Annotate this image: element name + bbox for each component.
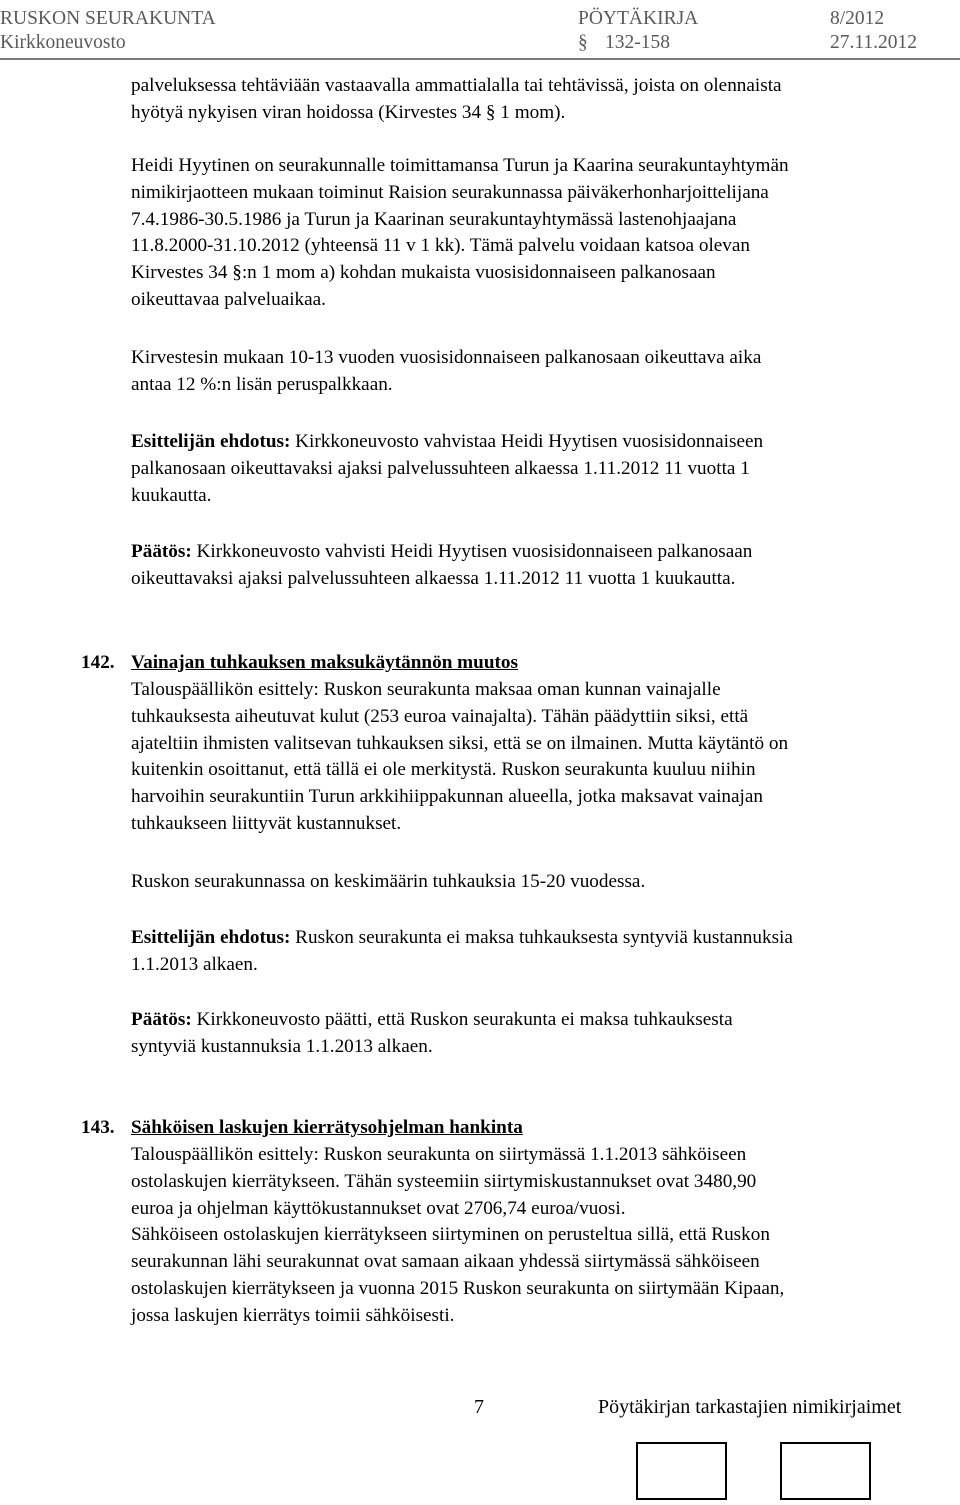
paragraph-continuation: palveluksessa tehtäviään vastaavalla ammattialalla tai tehtävissä, joista on olennaista hyötyä nykyisen viran hoidossa (Kirvestes 34 § 1 mom). xyxy=(131,75,782,123)
header-section-range: 132-158 xyxy=(605,32,670,53)
section-142-proposal-text: Ruskon seurakunta ei maksa tuhkauksesta syntyviä kustannuksia 1.1.2013 alkaen. xyxy=(131,927,793,975)
section-142-stat: Ruskon seurakunnassa on keskimäärin tuhkauksia 15-20 vuodessa. xyxy=(131,871,646,892)
section-142-title: Vainajan tuhkauksen maksukäytännön muutos xyxy=(131,652,518,673)
section-142-intro: Talouspäällikön esittely: Ruskon seurakunta maksaa oman kunnan vainajalle tuhkauksesta aiheutuvat kulut (253 euroa vainajalta). Tähän päädyttiin siksi, että ajateltiin ihmisten valitsevan tuhkauksen siksi, että se on ilmainen. Mutta käytäntö on kuitenkin osoittanut, että tällä ei ole merkitystä. Ruskon seurakunta kuuluu niihin harvoihin seurakuntiin Turun arkkihiippakunnan alueella, jotka maksavat vainajan tuhkaukseen liittyvät kustannukset. xyxy=(131,679,789,834)
section-143-title: Sähköisen laskujen kierrätysohjelman hankinta xyxy=(131,1117,523,1138)
section-143-intro: Talouspäällikön esittely: Ruskon seurakunta on siirtymässä 1.1.2013 sähköiseen ostolaskujen kierrätykseen. Tähän systeemiin siirtymiskustannukset ovat 3480,90 euroa ja ohjelman käyttökustannukset ovat 2706,74 euroa/vuosi. Sähköiseen ostolaskujen kierrätykseen siirtyminen on perusteltua sillä, että Ruskon seurakunnan lähi seurakunnat ovat samaan aikaan yhdessä siirtymässä sähköiseen ostolaskujen kierrätykseen ja vuonna 2015 Ruskon seurakunta on siirtymään Kipaan, jossa laskujen kierrätys toimii sähköisesti. xyxy=(131,1144,785,1326)
decision-text: Kirkkoneuvosto vahvisti Heidi Hyytisen vuosisidonnaiseen palkanosaan oikeuttavaksi ajaksi palvelussuhteen alkaessa 1.11.2012 11 vuotta 1 kuukautta. xyxy=(131,541,753,589)
paragraph-kirvestes-rule: Kirvestesin mukaan 10-13 vuoden vuosisidonnaiseen palkanosaan oikeuttava aika antaa 12 %:n lisän peruspalkkaan. xyxy=(131,347,762,395)
header-doc-type: PÖYTÄKIRJA xyxy=(578,8,699,29)
section-142-number: 142. xyxy=(81,652,115,673)
header-doc-number: 8/2012 xyxy=(830,8,885,29)
signature-box-2[interactable] xyxy=(780,1442,871,1500)
paragraph-proposal xyxy=(131,429,943,509)
section-142-proposal-label: Esittelijän ehdotus: xyxy=(131,927,291,948)
header-rule xyxy=(0,58,960,60)
paragraph-service-history: Heidi Hyytinen on seurakunnalle toimittamansa Turun ja Kaarina seurakuntayhtymän nimikirjaotteen mukaan toiminut Raision seurakunnassa päiväkerhonharjoittelijana 7.4.1986-30.5.1986 ja Turun ja Kaarinan seurakuntayhtymässä lastenohjaajana 11.8.2000-31.10.2012 (yhteensä 11 v 1 kk). Tämä palvelu voidaan katsoa olevan Kirvestes 34 §:n 1 mom a) kohdan mukaista vuosisidonnaiseen palkanosaan oikeuttavaa palveluaikaa. xyxy=(131,155,789,310)
header-body-name: Kirkkoneuvosto xyxy=(0,32,126,53)
header-date: 27.11.2012 xyxy=(830,32,918,53)
header-section-symbol: § xyxy=(578,32,588,53)
section-143-number: 143. xyxy=(81,1117,115,1138)
decision-label: Päätös: xyxy=(131,541,192,562)
signatures-label: Pöytäkirjan tarkastajien nimikirjaimet xyxy=(598,1396,902,1418)
proposal-text: Kirkkoneuvosto vahvistaa Heidi Hyytisen vuosisidonnaiseen palkanosaan oikeuttavaksi ajaksi palvelussuhteen alkaessa 1.11.2012 11 vuotta 1 kuukautta. xyxy=(131,431,764,506)
page-number: 7 xyxy=(474,1396,484,1418)
paragraph-decision xyxy=(131,539,943,593)
header-org: RUSKON SEURAKUNTA xyxy=(0,8,216,29)
section-142-decision-text: Kirkkoneuvosto päätti, että Ruskon seurakunta ei maksa tuhkauksesta syntyviä kustannuksia 1.1.2013 alkaen. xyxy=(131,1009,733,1057)
signature-box-1[interactable] xyxy=(636,1442,727,1500)
section-142-decision-label: Päätös: xyxy=(131,1009,192,1030)
section-142-proposal xyxy=(131,925,943,979)
proposal-label: Esittelijän ehdotus: xyxy=(131,431,291,452)
section-142-decision xyxy=(131,1007,943,1061)
